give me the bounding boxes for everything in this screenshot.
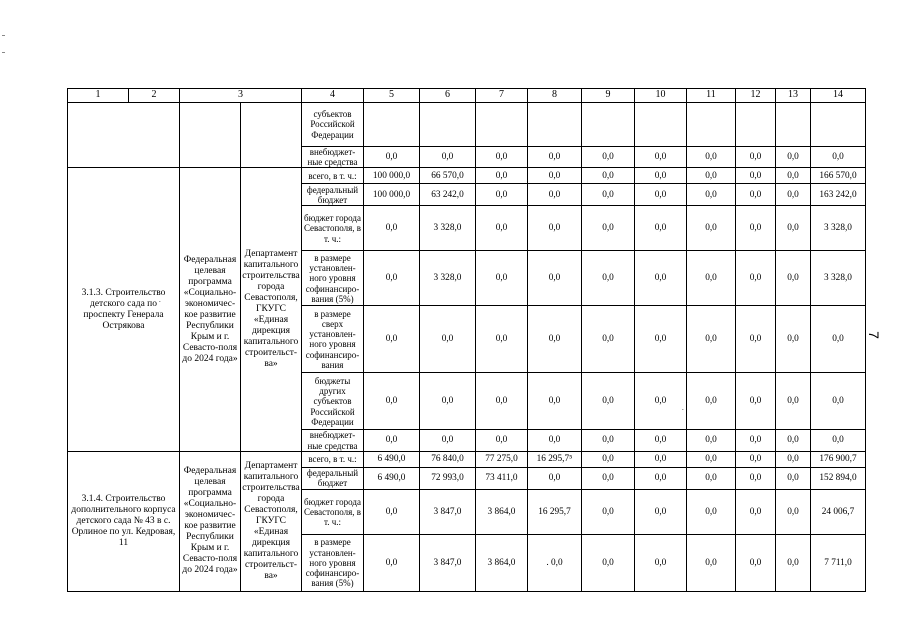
value-cell: 0,0 (635, 184, 687, 206)
value-cell: 0,0 (582, 430, 635, 451)
value-cell: 0,0 (736, 306, 776, 373)
value-cell: 0,0 (420, 373, 476, 430)
value-cell: 3 328,0 (420, 251, 476, 306)
value-cell: 0,0 (476, 306, 528, 373)
col-2-header: 2 (129, 89, 180, 103)
value-cell: 0,0 (687, 147, 736, 168)
value-cell: 0,0 (635, 206, 687, 251)
value-cell: 0,0 (776, 373, 811, 430)
executor-cell: Департамент капитального строительства города Севастополя, ГКУГС «Единая дирекция капитального строительст-ва» (241, 168, 302, 451)
indicator-cell: в размере установлен-ного уровня софинансиро-вания (5%) (302, 534, 364, 591)
value-cell: 0,0 (582, 451, 635, 467)
value-cell: 0,0 (582, 206, 635, 251)
value-cell (582, 103, 635, 147)
value-cell: 0,0 (582, 534, 635, 591)
indicator-cell: всего, в т. ч.: (302, 168, 364, 184)
page-number: 7 (865, 331, 882, 339)
value-cell: 3 847,0 (420, 489, 476, 534)
value-cell: 0,0 (736, 489, 776, 534)
value-cell: 0,0 (364, 534, 420, 591)
value-cell: 0,0 (776, 489, 811, 534)
value-cell: 176 900,7 (811, 451, 866, 467)
value-cell: 0,0 (687, 451, 736, 467)
value-cell: 0,0 (635, 373, 687, 430)
value-cell: 3 328,0 (811, 206, 866, 251)
value-cell: 0,0 (635, 430, 687, 451)
value-cell: 16 295,7 (528, 489, 582, 534)
value-cell: 0,0 (528, 147, 582, 168)
value-cell: 0,0 (476, 251, 528, 306)
scan-edge-mark (2, 35, 5, 36)
indicator-cell: в размере установлен-ного уровня софинансиро-вания (5%) (302, 251, 364, 306)
value-cell (420, 103, 476, 147)
value-cell: 0,0 (364, 489, 420, 534)
value-cell: 0,0 (687, 184, 736, 206)
value-cell: 0,0 (528, 251, 582, 306)
value-cell: 0,0 (364, 147, 420, 168)
col-14-header: 14 (811, 89, 866, 103)
value-cell: 3 864,0 (476, 489, 528, 534)
value-cell: 0,0 (364, 430, 420, 451)
value-cell: 0,0 (687, 534, 736, 591)
value-cell: 0,0 (776, 206, 811, 251)
value-cell: 0,0 (736, 147, 776, 168)
value-cell: 0,0 (635, 251, 687, 306)
value-cell: 0,0 (420, 430, 476, 451)
value-cell: 0,0 (528, 306, 582, 373)
table-row (68, 451, 866, 467)
value-cell: 0,0 (811, 306, 866, 373)
value-cell (776, 103, 811, 147)
value-cell: 0,0 (364, 206, 420, 251)
scan-edge-mark (2, 52, 5, 53)
value-cell: 0,0 (736, 184, 776, 206)
value-cell: 0,0 (687, 168, 736, 184)
value-cell: 0,0 (811, 373, 866, 430)
value-cell: 0,0 (582, 251, 635, 306)
value-cell: 0,0 (582, 306, 635, 373)
value-cell: 0,0 (635, 306, 687, 373)
value-cell: 7 711,0 (811, 534, 866, 591)
indicator-cell: бюджеты других субъектов Российской Федерации (302, 373, 364, 430)
value-cell: 0,0 (635, 489, 687, 534)
value-cell: 0,0 (776, 430, 811, 451)
value-cell: 6 490,0 (364, 451, 420, 467)
value-cell: 3 328,0 (811, 251, 866, 306)
value-cell (635, 103, 687, 147)
col-4-header: 4 (302, 89, 364, 103)
object-name-cell: 3.1.4. Строительство дополнительного корпуса детского сада № 43 в с. Орлиное по ул. Кедровая, 11 (68, 451, 180, 591)
value-cell: 163 242,0 (811, 184, 866, 206)
indicator-cell: субъектов Российской Федерации (302, 103, 364, 147)
value-cell: 0,0 (687, 467, 736, 489)
value-cell: 3 328,0 (420, 206, 476, 251)
value-cell: 0,0 (364, 251, 420, 306)
value-cell: 72 993,0 (420, 467, 476, 489)
indicator-cell: внебюджет-ные средства (302, 430, 364, 451)
table-row (68, 168, 866, 184)
value-cell: 0,0 (687, 373, 736, 430)
value-cell: 0,0 (687, 430, 736, 451)
value-cell: 0,0 (776, 147, 811, 168)
col-9-header: 9 (582, 89, 635, 103)
value-cell (364, 103, 420, 147)
value-cell: 6 490,0 (364, 467, 420, 489)
value-cell: 66 570,0 (420, 168, 476, 184)
continued-executor-cell (241, 103, 302, 168)
value-cell: 0,0 (476, 206, 528, 251)
col-13-header: 13 (776, 89, 811, 103)
value-cell: 63 242,0 (420, 184, 476, 206)
value-cell: 0,0 (582, 373, 635, 430)
value-cell: 0,0 (776, 451, 811, 467)
value-cell: 0,0 (635, 467, 687, 489)
value-cell: 0,0 (476, 373, 528, 430)
value-cell: 0,0 (582, 184, 635, 206)
value-cell: 0,0 (582, 168, 635, 184)
col-3-header: 3 (180, 89, 302, 103)
value-cell: 73 411,0 (476, 467, 528, 489)
value-cell: . 0,0 (528, 534, 582, 591)
program-cell: Федеральная целевая программа «Социально-экономичес-кое развитие Республики Крым и г. Севасто-поля до 2024 года» (180, 451, 241, 591)
value-cell: 0,0 (811, 430, 866, 451)
indicator-cell: всего, в т. ч.: (302, 451, 364, 467)
value-cell: 0,0 (420, 306, 476, 373)
value-cell: 0,0 (736, 451, 776, 467)
value-cell: 152 894,0 (811, 467, 866, 489)
scan-speck: . (682, 404, 684, 412)
indicator-cell: бюджет города Севастополя, в т. ч.: (302, 489, 364, 534)
value-cell: 0,0 (476, 168, 528, 184)
value-cell: 0,0 (687, 206, 736, 251)
value-cell: 100 000,0 (364, 168, 420, 184)
value-cell (476, 103, 528, 147)
value-cell: 0,0 (528, 467, 582, 489)
indicator-cell: бюджет города Севастополя, в т. ч.: (302, 206, 364, 251)
value-cell: 0,0 (687, 489, 736, 534)
value-cell: 0,0 (776, 168, 811, 184)
executor-cell: Департамент капитального строительства города Севастополя, ГКУГС «Единая дирекция капитального строительст-ва» (241, 451, 302, 591)
value-cell: 0,0 (687, 251, 736, 306)
value-cell: 0,0 (776, 306, 811, 373)
value-cell: 0,0 (582, 467, 635, 489)
col-5-header: 5 (364, 89, 420, 103)
value-cell: 0,0 (776, 534, 811, 591)
value-cell (528, 103, 582, 147)
value-cell: 24 006,7 (811, 489, 866, 534)
object-name-cell: 3.1.3. Строительство детского сада по проспекту Генерала Острякова (68, 168, 180, 451)
indicator-cell: в размере сверх установлен-ного уровня софинансиро-вания (302, 306, 364, 373)
value-cell: 0,0 (687, 306, 736, 373)
col-11-header: 11 (687, 89, 736, 103)
value-cell: 3 847,0 (420, 534, 476, 591)
value-cell: 0,0 (635, 534, 687, 591)
value-cell: 0,0 (528, 373, 582, 430)
col-8-header: 8 (528, 89, 582, 103)
value-cell: 16 295,7⁵ (528, 451, 582, 467)
indicator-cell: внебюджет-ные средства (302, 147, 364, 168)
value-cell: 3 864,0 (476, 534, 528, 591)
value-cell: 0,0 (736, 430, 776, 451)
value-cell: 0,0 (582, 147, 635, 168)
value-cell: 0,0 (736, 373, 776, 430)
value-cell: 0,0 (776, 467, 811, 489)
col-6-header: 6 (420, 89, 476, 103)
value-cell: 0,0 (736, 534, 776, 591)
program-cell: Федеральная целевая программа «Социально-экономичес-кое развитие Республики Крым и г. Севасто-поля до 2024 года» (180, 168, 241, 451)
value-cell: 76 840,0 (420, 451, 476, 467)
table-row (68, 103, 866, 147)
continued-program-cell (180, 103, 241, 168)
col-12-header: 12 (736, 89, 776, 103)
value-cell: 0,0 (736, 206, 776, 251)
value-cell: 0,0 (736, 467, 776, 489)
col-1-header: 1 (68, 89, 129, 103)
value-cell: 0,0 (736, 251, 776, 306)
value-cell: 100 000,0 (364, 184, 420, 206)
value-cell: 0,0 (364, 373, 420, 430)
value-cell (811, 103, 866, 147)
value-cell: 0,0 (528, 430, 582, 451)
value-cell: 0,0 (582, 489, 635, 534)
value-cell: 0,0 (528, 206, 582, 251)
value-cell (687, 103, 736, 147)
budget-table (67, 88, 866, 592)
value-cell: 0,0 (476, 147, 528, 168)
value-cell: 0,0 (476, 430, 528, 451)
value-cell: 0,0 (364, 306, 420, 373)
value-cell: 0,0 (736, 168, 776, 184)
indicator-cell: федеральный бюджет (302, 184, 364, 206)
value-cell: 0,0 (635, 147, 687, 168)
value-cell: 0,0 (776, 251, 811, 306)
value-cell (736, 103, 776, 147)
scan-speck: . (159, 296, 161, 304)
header-row (68, 89, 866, 103)
value-cell: 77 275,0 (476, 451, 528, 467)
value-cell: 0,0 (528, 168, 582, 184)
value-cell: 166 570,0 (811, 168, 866, 184)
value-cell: 0,0 (420, 147, 476, 168)
value-cell: 0,0 (476, 184, 528, 206)
value-cell: 0,0 (776, 184, 811, 206)
continued-name-cell (68, 103, 180, 168)
value-cell: 0,0 (528, 184, 582, 206)
col-7-header: 7 (476, 89, 528, 103)
value-cell: 0,0 (811, 147, 866, 168)
value-cell: 0,0 (635, 451, 687, 467)
indicator-cell: федеральный бюджет (302, 467, 364, 489)
value-cell: 0,0 (635, 168, 687, 184)
col-10-header: 10 (635, 89, 687, 103)
